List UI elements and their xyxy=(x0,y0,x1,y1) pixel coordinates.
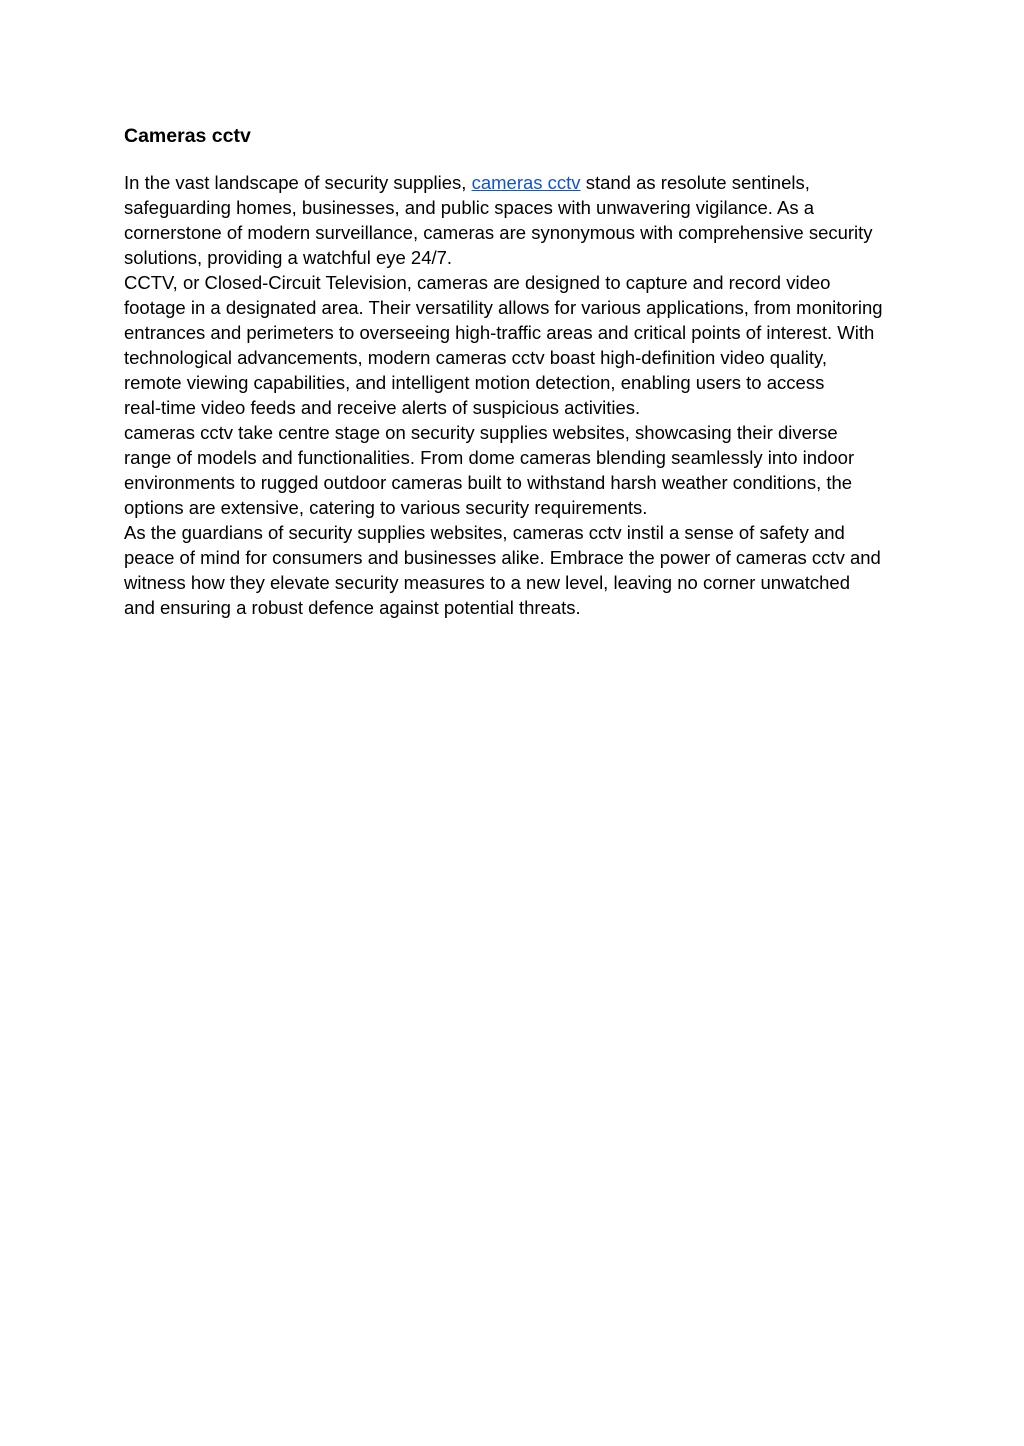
text-segment: stand as resolute sentinels, xyxy=(580,172,810,193)
document-title: Cameras cctv xyxy=(124,125,251,147)
document-page xyxy=(124,120,914,620)
paragraph-conclusion xyxy=(124,520,914,620)
text-line: footage in a designated area. Their versatility allows for various applications, from monitoring xyxy=(124,297,883,318)
text-line: safeguarding homes, businesses, and public spaces with unwavering vigilance. As a xyxy=(124,197,815,218)
cameras-cctv-link[interactable]: cameras cctv xyxy=(471,172,581,193)
text-line xyxy=(124,170,914,195)
text-line: range of models and functionalities. From dome cameras blending seamlessly into indoor xyxy=(124,447,855,468)
text-line: peace of mind for consumers and businesses alike. Embrace the power of cameras cctv and xyxy=(124,547,881,568)
text-line: remote viewing capabilities, and intelligent motion detection, enabling users to access xyxy=(124,372,825,393)
text-line: technological advancements, modern cameras cctv boast high-definition video quality, xyxy=(124,347,828,368)
text-line: As the guardians of security supplies websites, cameras cctv instil a sense of safety and xyxy=(124,522,845,543)
paragraph-cctv-definition xyxy=(124,270,914,420)
text-line: and ensuring a robust defence against potential threats. xyxy=(124,597,581,618)
text-line: environments to rugged outdoor cameras built to withstand harsh weather conditions, the xyxy=(124,472,853,493)
text-line: witness how they elevate security measures to a new level, leaving no corner unwatched xyxy=(124,572,850,593)
text-line: CCTV, or Closed-Circuit Television, cameras are designed to capture and record video xyxy=(124,272,831,293)
text-line: cornerstone of modern surveillance, cameras are synonymous with comprehensive security xyxy=(124,222,873,243)
text-line: solutions, providing a watchful eye 24/7. xyxy=(124,247,453,268)
text-line: options are extensive, catering to various security requirements. xyxy=(124,497,648,518)
paragraph-intro xyxy=(124,170,914,270)
text-line: entrances and perimeters to overseeing high-traffic areas and critical points of interest. With xyxy=(124,322,875,343)
text-line: real-time video feeds and receive alerts of suspicious activities. xyxy=(124,397,641,418)
text-line: cameras cctv take centre stage on security supplies websites, showcasing their diverse xyxy=(124,422,838,443)
text-segment: In the vast landscape of security supplies, xyxy=(124,172,472,193)
paragraph-websites xyxy=(124,420,914,520)
